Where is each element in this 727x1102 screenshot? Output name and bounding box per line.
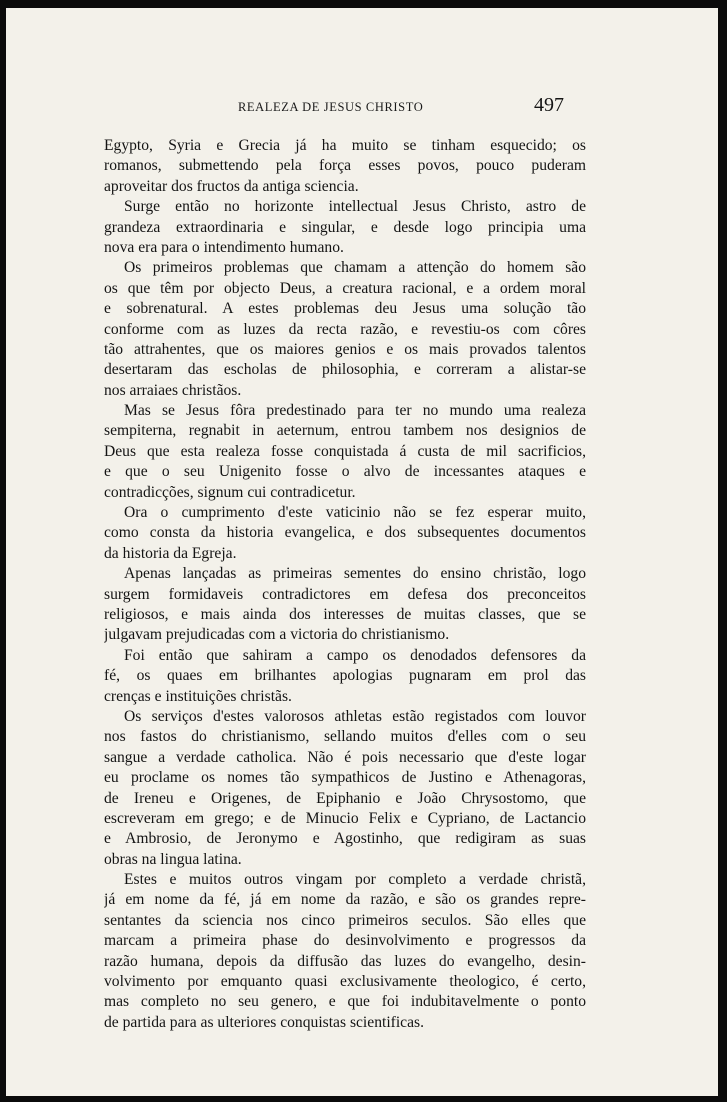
text-line: crenças e instituições christãs. [104, 687, 292, 705]
text-line: mas completo no seu genero, e que foi indubitavelmente o ponto [104, 993, 586, 1011]
text-line: como consta da historia evangelica, e dos subsequentes documentos [104, 524, 586, 542]
text-line: nos arraiaes christãos. [104, 381, 242, 399]
text-line: nova era para o intendimento humano. [104, 238, 344, 256]
text-line: e sobrenatural. A estes problemas deu Jesus uma solução tão [104, 300, 586, 318]
text-line: Os primeiros problemas que chamam a attenção do homem são [124, 259, 586, 277]
text-line: Mas se Jesus fôra predestinado para ter no mundo uma realeza [124, 402, 586, 420]
body-text [104, 136, 586, 1033]
text-line: nos fastos do christianismo, sellando muitos d'elles com o seu [104, 728, 586, 746]
text-line: Os serviços d'estes valorosos athletas estão registados com louvor [124, 707, 586, 725]
running-title: REALEZA DE JESUS CHRISTO [238, 100, 424, 114]
page-header [6, 96, 718, 120]
text-line: sentantes da sciencia nos cinco primeiros seculos. São elles que [104, 911, 586, 929]
book-page [6, 8, 718, 1096]
text-line: grandeza extraordinaria e singular, e desde logo principia uma [104, 218, 586, 236]
text-line: Ora o cumprimento d'este vaticinio não se fez esperar muito, [124, 504, 586, 522]
text-line: já em nome da fé, já em nome da razão, e são os grandes repre- [104, 891, 586, 909]
text-line: de Ireneu e Origenes, de Epiphanio e João Chrysostomo, que [104, 789, 586, 807]
text-line: Foi então que sahiram a campo os denodados defensores da [124, 646, 586, 664]
text-line: religiosos, e mais ainda dos interesses de muitas classes, que se [104, 605, 586, 623]
page-number: 497 [534, 94, 564, 116]
text-line: de partida para as ulteriores conquistas scientificas. [104, 1013, 424, 1031]
text-line: razão humana, depois da diffusão das luzes do evangelho, desin- [104, 952, 586, 970]
text-line: e que o seu Unigenito fosse o alvo de incessantes ataques e [104, 463, 586, 481]
text-line: Egypto, Syria e Grecia já ha muito se tinham esquecido; os [104, 137, 586, 154]
text-line: Estes e muitos outros vingam por completo a verdade christã, [124, 871, 586, 889]
text-line: tão attrahentes, que os maiores genios e os mais provados talentos [104, 340, 586, 358]
text-line: sangue a verdade catholica. Não é pois necessario que d'este logar [104, 748, 586, 766]
text-line: romanos, submettendo pela força esses povos, pouco puderam [104, 157, 586, 175]
text-line: julgavam prejudicadas com a victoria do christianismo. [104, 626, 450, 644]
text-line: sempiterna, regnabit in aeternum, entrou tambem nos designios de [104, 422, 586, 440]
text-line: volvimento por emquanto quasi exclusivamente theologico, é certo, [104, 973, 586, 991]
text-line: escreveram em grego; e de Minucio Felix e Cypriano, de Lactancio [104, 809, 586, 827]
text-line: os que têm por objecto Deus, a creatura racional, e a ordem moral [104, 279, 586, 297]
text-line: obras na lingua latina. [104, 850, 242, 868]
text-line: fé, os quaes em brilhantes apologias pugnaram em prol das [104, 667, 586, 685]
text-line: contradicções, signum cui contradicetur. [104, 483, 356, 501]
text-line: Surge então no horizonte intellectual Jesus Christo, astro de [124, 198, 586, 216]
text-line: desertaram das escholas de philosophia, e correram a alistar-se [104, 361, 586, 379]
text-line: surgem formidaveis contradictores em defesa dos preconceitos [104, 585, 586, 603]
text-line: Apenas lançadas as primeiras sementes do ensino christão, logo [124, 565, 586, 583]
text-line: aproveitar dos fructos da antiga sciencia. [104, 177, 359, 195]
text-line: eu proclame os nomes tão sympathicos de Justino e Athenagoras, [104, 769, 586, 787]
text-line: e Ambrosio, de Jeronymo e Agostinho, que redigiram as suas [104, 830, 586, 848]
text-line: marcam a primeira phase do desinvolvimento e progressos da [104, 932, 586, 950]
text-line: da historia da Egreja. [104, 544, 237, 562]
text-line: Deus que esta realeza fosse conquistada á custa de mil sacrificios, [104, 442, 586, 460]
text-line: conforme com as luzes da recta razão, e revestiu-os com côres [104, 320, 586, 338]
